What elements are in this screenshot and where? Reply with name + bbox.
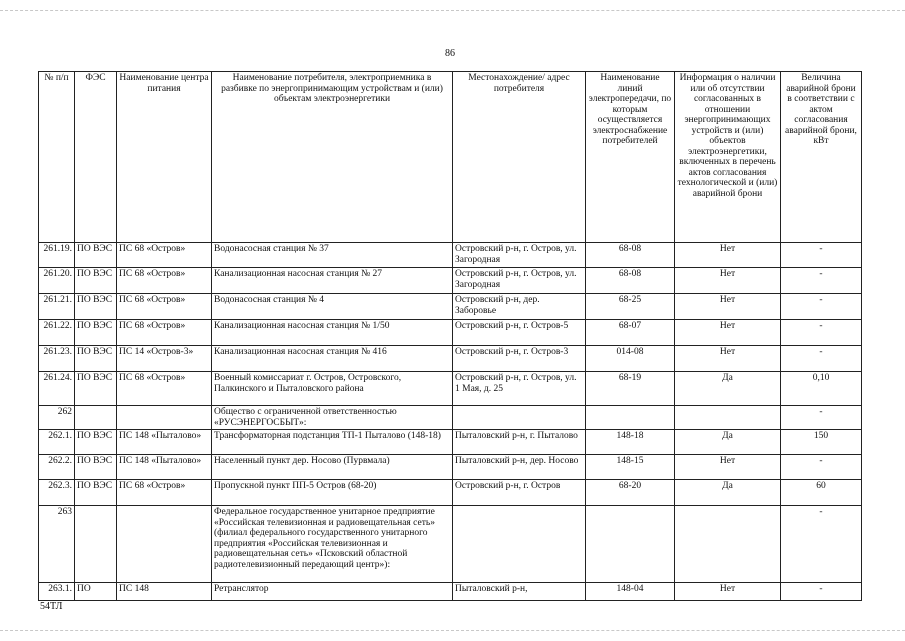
address-cell: Островский р-н, г. Остров-3 [453,346,586,372]
row-number-cell: 263 [39,506,75,583]
power-center-cell: ПС 14 «Остров-3» [117,346,212,372]
power-line-cell: 68-08 [586,268,675,294]
table-row [39,268,862,294]
power-center-cell: ПС 68 «Остров» [117,268,212,294]
fes-cell: ПО ВЭС [75,372,117,406]
address-cell: Островский р-н, дер. Заборовье [453,294,586,320]
table-header-row [39,72,862,243]
row-number-cell: 261.24. [39,372,75,406]
power-line-cell: 68-07 [586,320,675,346]
row-number-cell: 261.23. [39,346,75,372]
power-center-cell: ПС 148 «Пыталово» [117,455,212,480]
header-consumer: Наименование потребителя, электроприемника в разбивке по энергопринимающим устройствам и (или) объектам электроэнергетики [212,72,453,243]
address-cell: Островский р-н, г. Остров, ул. Загородная [453,243,586,268]
fes-cell: ПО ВЭС [75,346,117,372]
fes-cell [75,506,117,583]
footer-code: 54ТЛ [40,601,63,612]
consumer-cell: Ретранслятор [212,583,453,601]
consumer-cell: Трансформаторная подстанция ТП-1 Пыталово (148-18) [212,430,453,455]
row-number-cell: 261.20. [39,268,75,294]
consumer-cell: Канализационная насосная станция № 416 [212,346,453,372]
agreement-info-cell: Нет [675,346,781,372]
agreement-info-cell: Да [675,372,781,406]
consumer-cell: Канализационная насосная станция № 1/50 [212,320,453,346]
power-line-cell: 68-08 [586,243,675,268]
power-line-cell [586,506,675,583]
row-number-cell: 262 [39,406,75,430]
table-row [39,294,862,320]
header-reserve-value: Величина аварийной брони в соответствии с актом согласования аварийной брони, кВт [781,72,862,243]
power-center-cell [117,406,212,430]
consumer-cell: Канализационная насосная станция № 27 [212,268,453,294]
power-center-cell: ПС 148 «Пыталово» [117,430,212,455]
table-row [39,243,862,268]
fes-cell: ПО ВЭС [75,320,117,346]
reserve-value-cell: - [781,268,862,294]
power-line-cell: 014-08 [586,346,675,372]
header-num: № п/п [39,72,75,243]
agreement-info-cell: Нет [675,583,781,601]
agreement-info-cell: Нет [675,320,781,346]
address-cell: Островский р-н, г. Остров, ул. 1 Мая, д. 25 [453,372,586,406]
consumer-cell: Водонасосная станция № 37 [212,243,453,268]
power-line-cell [586,406,675,430]
row-number-cell: 261.19. [39,243,75,268]
row-number-cell: 263.1. [39,583,75,601]
reserve-value-cell: 60 [781,480,862,506]
agreement-info-cell: Нет [675,243,781,268]
fes-cell: ПО ВЭС [75,268,117,294]
header-fes: ФЭС [75,72,117,243]
fes-cell: ПО ВЭС [75,480,117,506]
row-number-cell: 262.2. [39,455,75,480]
reserve-value-cell: - [781,243,862,268]
consumer-cell: Водонасосная станция № 4 [212,294,453,320]
consumer-cell: Федеральное государственное унитарное предприятие «Российская телевизионная и радиовещательная сеть» (филиал федерального государственного унитарного предприятия «Российская телевизионная и радиовещательная сеть» «Псковский областной радиотелевизионный передающий центр»): [212,506,453,583]
power-line-cell: 148-04 [586,583,675,601]
agreement-info-cell: Нет [675,294,781,320]
address-cell: Островский р-н, г. Остров [453,480,586,506]
agreement-info-cell: Нет [675,455,781,480]
agreement-info-cell: Да [675,480,781,506]
agreement-info-cell: Да [675,430,781,455]
address-cell [453,406,586,430]
agreement-info-cell: Нет [675,268,781,294]
scan-edge-top [0,0,905,11]
consumer-cell: Населенный пункт дер. Носово (Пурвмала) [212,455,453,480]
header-agreement-info: Информация о наличии или об отсутствии согласованных в отношении энергопринимающих устройств и (или) объектов электроэнергетики, включенных в перечень актов согласования технологической и (или) аварийной брони [675,72,781,243]
table-row [39,346,862,372]
consumer-cell: Общество с ограниченной ответственностью «РУСЭНЕРГОСБЫТ»: [212,406,453,430]
reserve-value-cell: - [781,506,862,583]
address-cell: Пыталовский р-н, дер. Носово [453,455,586,480]
reserve-value-cell: - [781,294,862,320]
header-power-lines: Наименование линий электропередачи, по которым осуществляется электроснабжение потребителей [586,72,675,243]
table-row [39,372,862,406]
agreement-info-cell [675,406,781,430]
emergency-reserve-table [38,71,862,601]
row-number-cell: 261.22. [39,320,75,346]
reserve-value-cell: 0,10 [781,372,862,406]
fes-cell: ПО ВЭС [75,243,117,268]
power-center-cell: ПС 68 «Остров» [117,294,212,320]
power-center-cell: ПС 148 [117,583,212,601]
row-number-cell: 262.1. [39,430,75,455]
reserve-value-cell: - [781,455,862,480]
power-line-cell: 68-19 [586,372,675,406]
power-center-cell: ПС 68 «Остров» [117,320,212,346]
power-center-cell: ПС 68 «Остров» [117,372,212,406]
reserve-value-cell: - [781,406,862,430]
header-power-center: Наименование центра питания [117,72,212,243]
power-line-cell: 68-25 [586,294,675,320]
address-cell: Пыталовский р-н, [453,583,586,601]
fes-cell: ПО ВЭС [75,430,117,455]
scan-edge-bottom [0,630,905,641]
fes-cell: ПО ВЭС [75,455,117,480]
table-row [39,406,862,430]
power-center-cell: ПС 68 «Остров» [117,243,212,268]
address-cell: Пыталовский р-н, г. Пыталово [453,430,586,455]
power-line-cell: 68-20 [586,480,675,506]
agreement-info-cell [675,506,781,583]
reserve-value-cell: - [781,320,862,346]
consumer-cell: Военный комиссариат г. Остров, Островского, Палкинского и Пыталовского района [212,372,453,406]
table-row [39,583,862,601]
table-row [39,320,862,346]
power-center-cell: ПС 68 «Остров» [117,480,212,506]
reserve-value-cell: - [781,583,862,601]
reserve-value-cell: - [781,346,862,372]
address-cell: Островский р-н, г. Остров, ул. Загородная [453,268,586,294]
row-number-cell: 262.3. [39,480,75,506]
table-row [39,480,862,506]
address-cell: Островский р-н, г. Остров-5 [453,320,586,346]
table-row [39,455,862,480]
fes-cell: ПО ВЭС [75,294,117,320]
address-cell [453,506,586,583]
reserve-value-cell: 150 [781,430,862,455]
fes-cell [75,406,117,430]
power-line-cell: 148-15 [586,455,675,480]
header-address: Местонахождение/ адрес потребителя [453,72,586,243]
row-number-cell: 261.21. [39,294,75,320]
fes-cell: ПО [75,583,117,601]
page-number: 86 [445,48,455,59]
consumer-cell: Пропускной пункт ПП-5 Остров (68-20) [212,480,453,506]
power-center-cell [117,506,212,583]
table-row [39,506,862,583]
table-row [39,430,862,455]
power-line-cell: 148-18 [586,430,675,455]
